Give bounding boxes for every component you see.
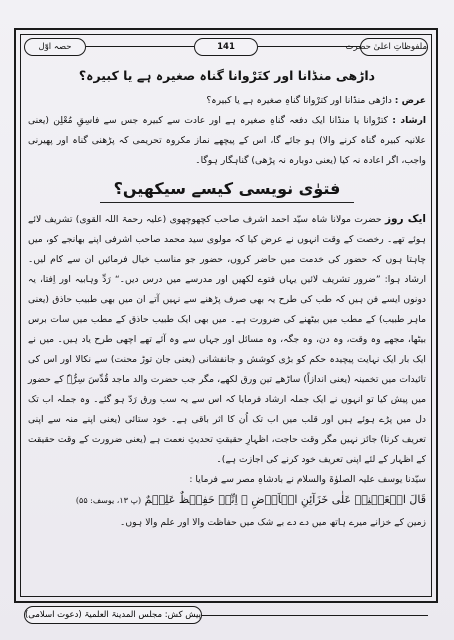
question-paragraph (28, 91, 426, 111)
question-text: داڑھی منڈانا اور کترْوانا گناہِ صغیرہ ہے یا کبیرہ؟ (206, 95, 392, 106)
answer-label: ارشاد : (392, 115, 427, 126)
section-heading-beard: داڑھی منڈانا اور کتَرْوانا گناہ صغیرہ ہے یا کبیرہ؟ (78, 68, 376, 83)
page-content (28, 66, 426, 586)
section-heading-fatwa: فتوٰی نویسی کیسے سیکھیں؟ (100, 177, 355, 203)
lead-words: ایک روز (384, 213, 426, 225)
main-paragraph (28, 209, 426, 470)
quran-intro: سیّدنا یوسف علیہ الصلوٰۃ والسلام نے بادشاہِ مصر سے فرمایا : (189, 474, 426, 485)
answer-text: کترْوانا یا منڈانا ایک دفعہ گناہِ صغیرہ ہے اور عادت سے کبیرہ جس سے فاسِقِ مُعْلِن (یعنی علانیہ کبیرہ گناہ کرنے والا) ہو جائے گا، اس کے پیچھے نماز مکروہ تحریمی کہ پڑھنی گناہ اور پھیرنی واجب، اگر اعادہ نہ کیا (یعنی دوبارہ نہ پڑھی) گناہگار ہوگا۔ (28, 115, 426, 166)
main-paragraph-text: حضرت مولانا شاہ سیّد احمد اشرف صاحب کچھوچھوی (علیہ رحمۃ اللہ القوی) تشریف لائے ہوئے تھے۔ رخصت کے وقت انہوں نے عرض کیا کہ مولوی سید محمد صاحب اشرفی اپنے بھانجے کو، میں چاہتا ہوں کہ حضور کی خدمت میں حاضر کروں، حضور جو مناسب خیال فرمائیں ان سے کام لیں۔ ارشاد ہوا: ”ضرور تشریف لائیں یہاں فتوے لکھیں اور مدرسے میں درس دیں۔“ رَدِّ وہابیہ اور اِفتا، یہ دونوں ایسے فن ہیں کہ طب کی طرح یہ بھی صرف پڑھنے سے نہیں آتے ان میں بھی طبیب حاذق (یعنی ماہر طبیب) کے مطب میں بیٹھنے کی ضرورت ہے۔ میں بھی ایک طبیب حاذق کے مطب میں سات برس بیٹھا، مجھے وہ وقت، وہ دن، وہ جگہ، وہ مسائل اور جہاں سے وہ آئے تھے اچھی طرح یاد ہیں۔ میں نے ایک بار ایک نہایت پیچیدہ حکم کو بڑی کوشش و جانفشانی (یعنی جان توڑ محنت) سے نکالا اور اس کی تائیدات میں تخمینہ (یعنی اندازاً) ساڑھے تین ورق لکھے، مگر جب حضرت والد ماجد قُدِّسَ سِرُّہٗ کے حضور میں پیش کیا تو انہوں نے ایک جملہ ارشاد فرمایا کہ اس سے یہ سب ورق رَدّ ہو گئے۔ وہ جملہ اب تک دل میں پڑے ہوئے ہیں اور قلب میں اب تک اُن کا اثر باقی ہے۔ خود ستائی (یعنی اپنے منہ سے اپنی تعریف کرنا) جائز نہیں مگر وقت حاجت، اظہارِ حقیقتِ تحدیثِ نعمت ہے (یعنی ضرورت کے وقت حقیقت کے اظہار کے لئے اپنی تعریف خود کرنے کی اجازت ہے)۔ (28, 214, 426, 465)
page-footer (24, 606, 428, 626)
quran-verse-text: قَالَ اجۡعَلۡنِیۡ عَلٰی خَزَآئِنِ الۡاَرۡضِ ۚ اِنِّیۡ حَفِیۡظٌ عَلِیۡمٌ (144, 493, 426, 506)
answer-paragraph (28, 111, 426, 171)
verse-reference: (پ ۱۳، یوسف: ۵۵) (75, 496, 142, 505)
header-book-title: ملفوظاتِ اعلیٰ حضرت (360, 38, 428, 56)
running-header (24, 38, 428, 56)
verse-translation: زمین کے خزانے میرے ہاتھ میں دے دے بے شک میں حفاظت والا اور علم والا ہوں۔ (120, 517, 426, 528)
quran-verse (28, 490, 426, 511)
publisher-credit: پیش کش: مجلس المدینۃ العلمیۃ (دعوت اسلامی) (24, 606, 202, 624)
footer-rule (202, 615, 428, 616)
header-rule-right (258, 46, 360, 47)
header-part-label: حصہ اوّل (24, 38, 86, 56)
question-label: عرض : (394, 95, 426, 106)
header-rule-left (86, 46, 194, 47)
section-heading-wrap (28, 177, 426, 203)
page-number: 141 (194, 38, 258, 56)
